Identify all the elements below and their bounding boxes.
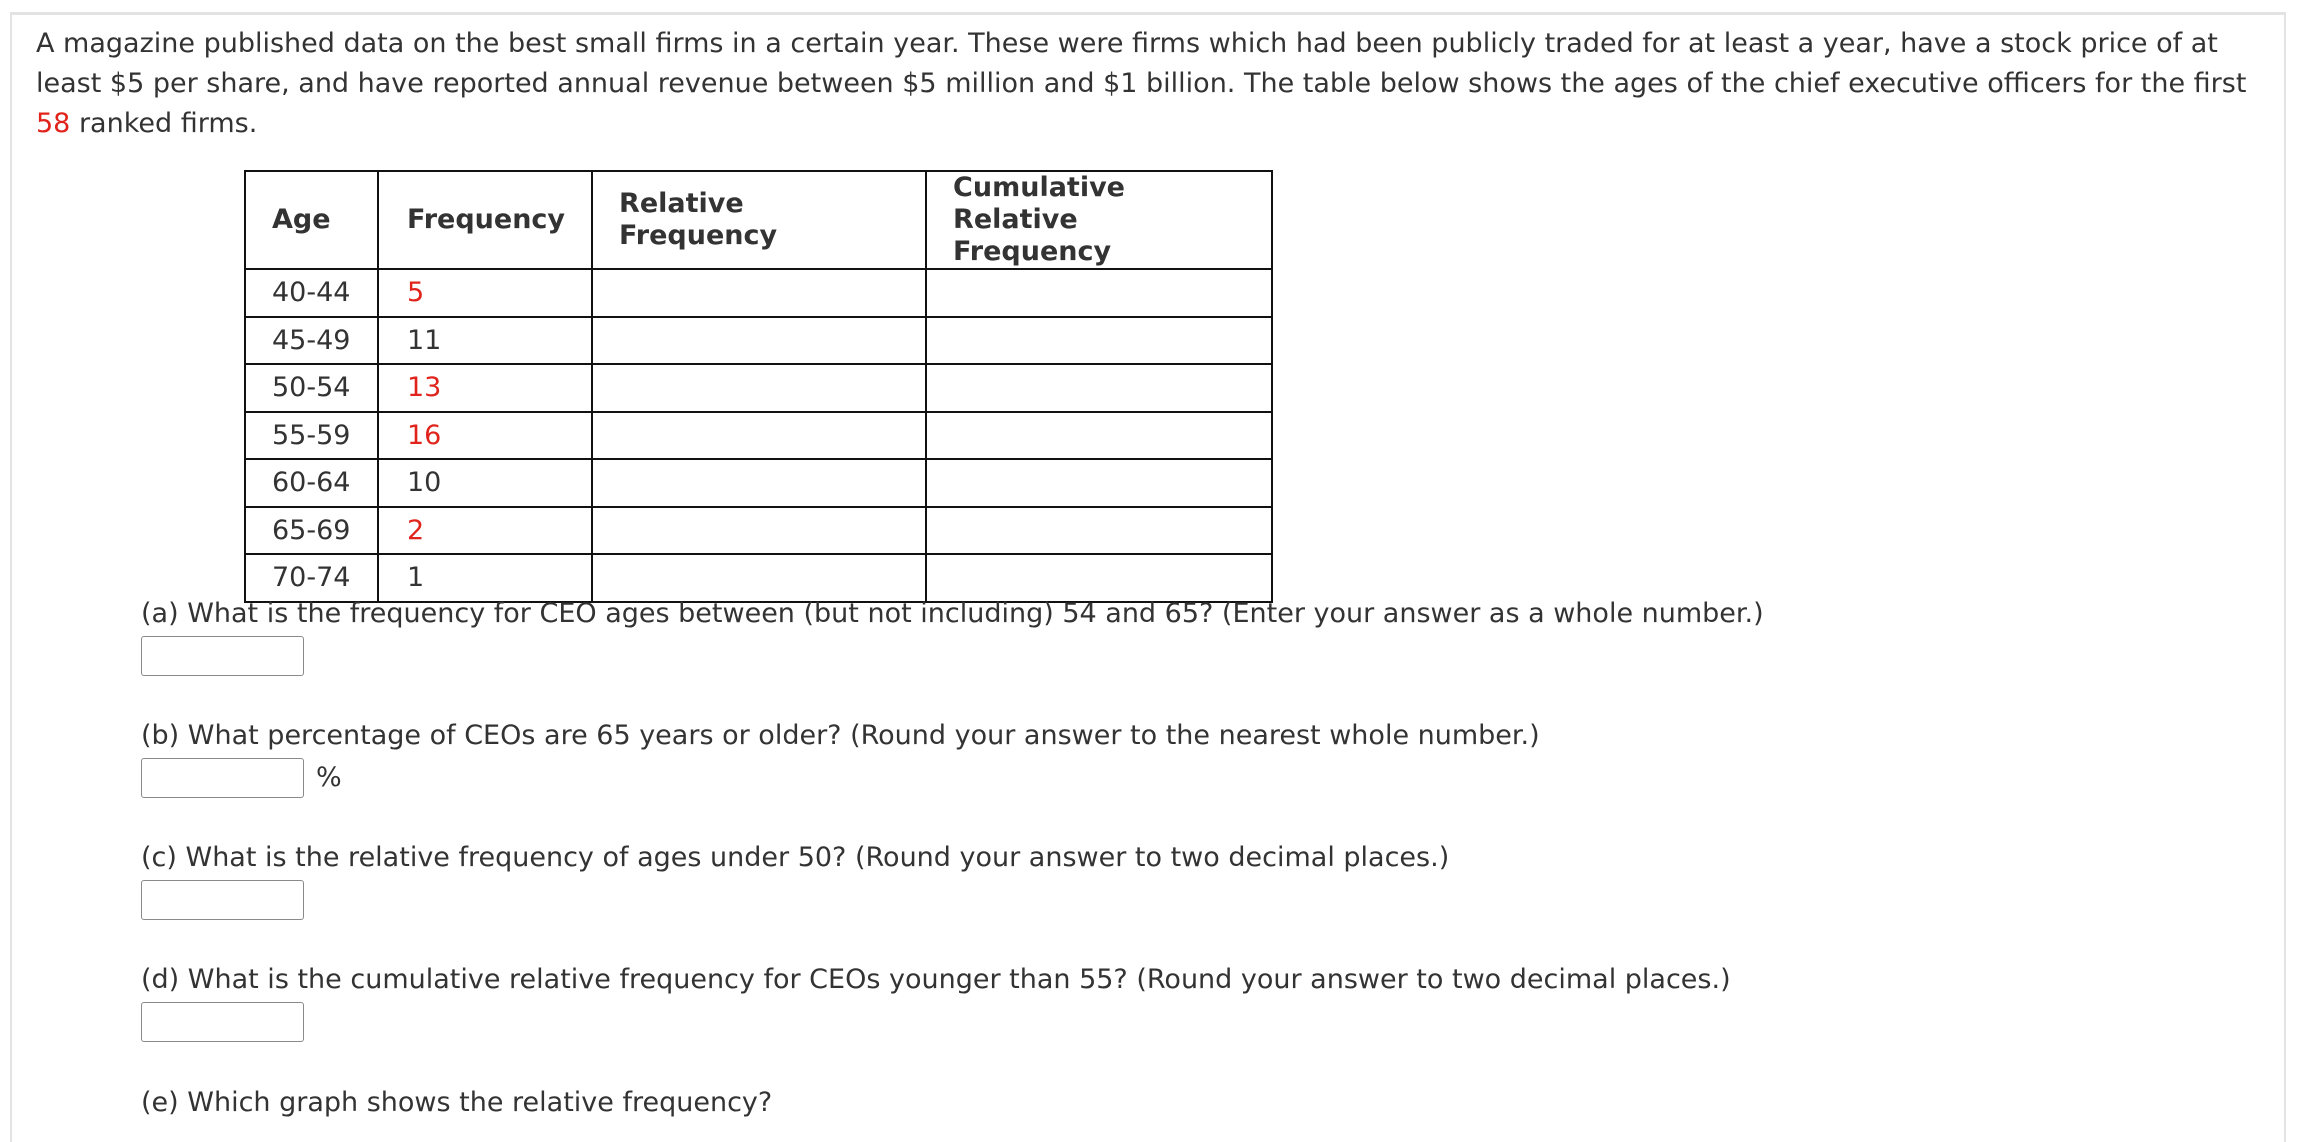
frequency-cell: 11: [378, 317, 592, 365]
relative-frequency-cell: [592, 554, 926, 602]
frequency-cell: 1: [378, 554, 592, 602]
frequency-cell: 10: [378, 459, 592, 507]
cumulative-relative-frequency-cell: [926, 364, 1272, 412]
cumulative-relative-frequency-cell: [926, 554, 1272, 602]
table-row: [245, 507, 1272, 555]
table-row: [245, 364, 1272, 412]
problem-intro: [36, 24, 2276, 144]
table-row: [245, 412, 1272, 460]
answer-c-input[interactable]: [141, 880, 304, 920]
relative-frequency-cell: [592, 364, 926, 412]
header-relative-frequency: Relative Frequency: [592, 171, 926, 269]
answer-b-input[interactable]: [141, 758, 304, 798]
header-cumulative-relative-frequency: Cumulative Relative Frequency: [926, 171, 1272, 269]
cumulative-relative-frequency-cell: [926, 269, 1272, 317]
header-age: Age: [245, 171, 378, 269]
percent-unit-label: %: [316, 762, 342, 793]
header-frequency: Frequency: [378, 171, 592, 269]
age-cell: 70-74: [245, 554, 378, 602]
frequency-cell: 2: [378, 507, 592, 555]
frequency-cell: 16: [378, 412, 592, 460]
table-row: [245, 317, 1272, 365]
age-cell: 55-59: [245, 412, 378, 460]
cumulative-relative-frequency-cell: [926, 507, 1272, 555]
intro-text-after: ranked firms.: [70, 108, 258, 139]
answer-a-input[interactable]: [141, 636, 304, 676]
relative-frequency-cell: [592, 317, 926, 365]
age-cell: 50-54: [245, 364, 378, 412]
table-row: [245, 554, 1272, 602]
question-c-text: (c) What is the relative frequency of ages under 50? (Round your answer to two decimal places.): [141, 842, 1450, 873]
intro-text-before: A magazine published data on the best small firms in a certain year. These were firms which had been publicly traded for at least a year, have a stock price of at least $5 per share, and have reported annual revenue between $5 million and $1 billion. The table below shows the ages of the chief executive officers for the first: [36, 28, 2247, 99]
relative-frequency-cell: [592, 459, 926, 507]
cumulative-relative-frequency-cell: [926, 317, 1272, 365]
table-row: [245, 269, 1272, 317]
answer-d-input[interactable]: [141, 1002, 304, 1042]
question-e-text: (e) Which graph shows the relative frequency?: [141, 1087, 773, 1118]
age-cell: 40-44: [245, 269, 378, 317]
table-header-row: [245, 171, 1272, 269]
frequency-cell: 13: [378, 364, 592, 412]
cumulative-relative-frequency-cell: [926, 412, 1272, 460]
frequency-cell: 5: [378, 269, 592, 317]
question-b-text: (b) What percentage of CEOs are 65 years or older? (Round your answer to the nearest whole number.): [141, 720, 1540, 751]
frequency-table: [244, 170, 1273, 603]
intro-highlight-number: 58: [36, 108, 71, 139]
relative-frequency-cell: [592, 412, 926, 460]
question-a-text: (a) What is the frequency for CEO ages between (but not including) 54 and 65? (Enter your answer as a whole number.): [141, 598, 1764, 629]
question-d-text: (d) What is the cumulative relative frequency for CEOs younger than 55? (Round your answer to two decimal places.): [141, 964, 1731, 995]
cumulative-relative-frequency-cell: [926, 459, 1272, 507]
age-cell: 45-49: [245, 317, 378, 365]
relative-frequency-cell: [592, 269, 926, 317]
table-row: [245, 459, 1272, 507]
age-cell: 60-64: [245, 459, 378, 507]
age-cell: 65-69: [245, 507, 378, 555]
relative-frequency-cell: [592, 507, 926, 555]
